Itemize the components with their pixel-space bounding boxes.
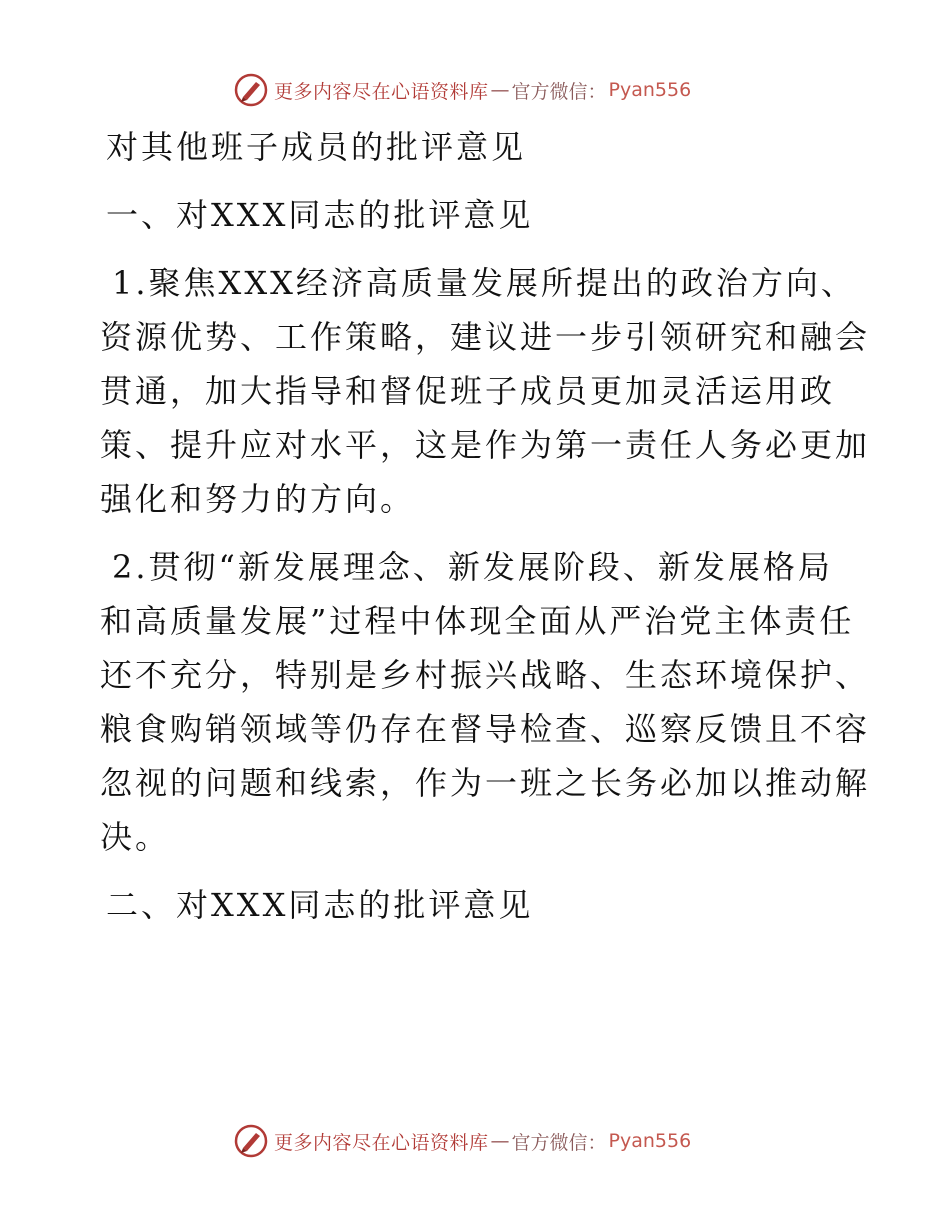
section2-heading: 二、对XXX同志的批评意见 xyxy=(106,886,534,924)
item1-paragraph xyxy=(100,256,871,526)
watermark-wechat-label: 官方微信： xyxy=(511,80,607,103)
item2-line: 决。 xyxy=(100,818,171,856)
watermark-separator: — xyxy=(490,79,510,101)
item2-line: 粮食购销领域等仍存在督导检查、巡察反馈且不容 xyxy=(100,710,871,748)
item2-line: 还不充分，特别是乡村振兴战略、生态环境保护、 xyxy=(100,656,871,694)
section1-heading: 一、对XXX同志的批评意见 xyxy=(106,196,534,234)
item2-line: 忽视的问题和线索，作为一班之长务必加以推动解 xyxy=(100,764,871,802)
item2-paragraph xyxy=(100,540,871,864)
item1-line: 1.聚焦XXX经济高质量发展所提出的政治方向、 xyxy=(112,264,856,302)
pen-logo-icon xyxy=(234,73,268,107)
footer-watermark xyxy=(234,1121,691,1161)
watermark-text: 更多内容尽在心语资料库 xyxy=(274,1131,489,1154)
watermark-wechat-id: Pyan556 xyxy=(608,1130,692,1152)
item1-line: 策、提升应对水平，这是作为第一责任人务必更加 xyxy=(100,426,871,464)
header-watermark xyxy=(234,70,691,110)
item1-line: 贯通，加大指导和督促班子成员更加灵活运用政 xyxy=(100,372,836,410)
document-body xyxy=(100,120,871,932)
watermark-text: 更多内容尽在心语资料库 xyxy=(274,80,489,103)
watermark-separator: — xyxy=(490,1130,510,1152)
watermark-wechat-label: 官方微信： xyxy=(511,1131,607,1154)
pen-logo-icon xyxy=(234,1124,268,1158)
document-title: 对其他班子成员的批评意见 xyxy=(106,128,527,166)
item2-line: 和高质量发展”过程中体现全面从严治党主体责任 xyxy=(100,602,855,640)
watermark-wechat-id: Pyan556 xyxy=(608,79,692,101)
item2-line: 2.贯彻“新发展理念、新发展阶段、新发展格局 xyxy=(112,548,833,586)
item1-line: 强化和努力的方向。 xyxy=(100,480,416,518)
item1-line: 资源优势、工作策略，建议进一步引领研究和融会 xyxy=(100,318,871,356)
